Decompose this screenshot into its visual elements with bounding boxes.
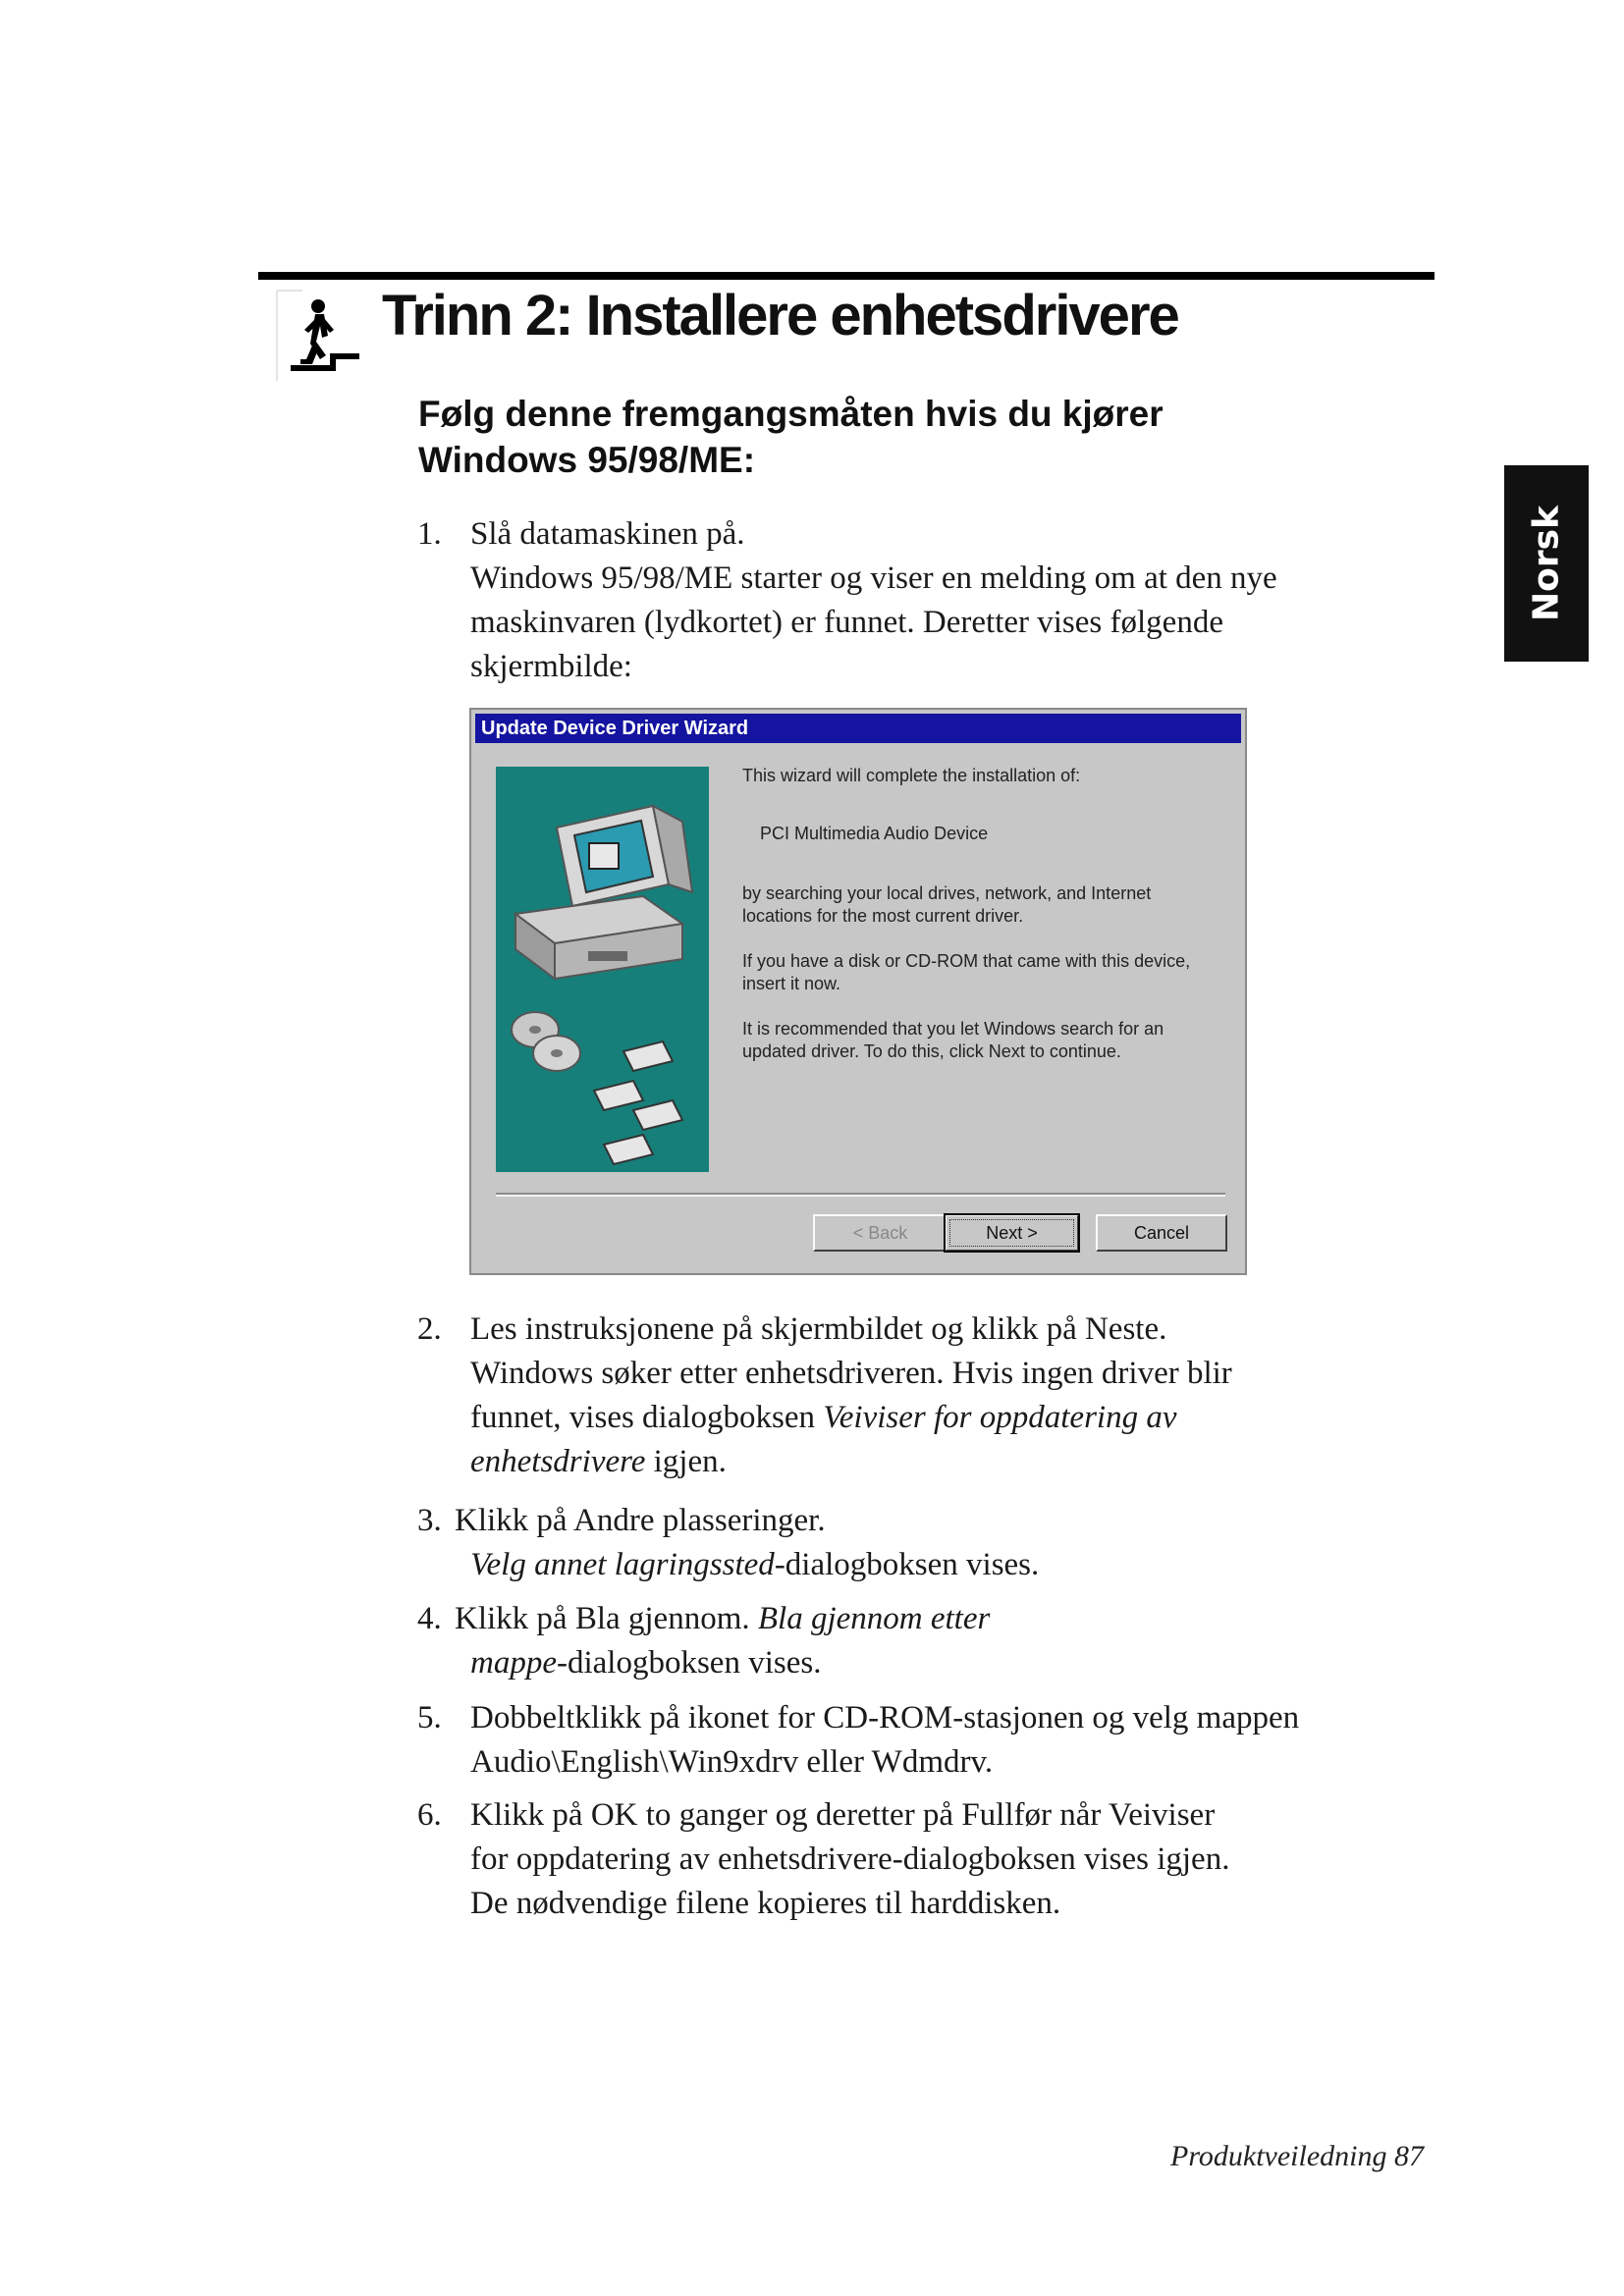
dialog-text: It is recommended that you let Windows search for an updated driver. To do this, click Next to continue. (742, 1019, 1164, 1061)
step-number: 2. (417, 1311, 442, 1347)
step-text: Les instruksjonene på skjermbildet og klikk på Neste. (470, 1311, 1167, 1347)
step-number: 6. (417, 1797, 442, 1833)
step-number: 1. (417, 516, 442, 552)
cancel-button[interactable]: Cancel (1096, 1214, 1227, 1252)
section-subtitle (418, 391, 1302, 483)
step-text-italic: Veiviser for oppdatering av (823, 1400, 1177, 1435)
page-title: Trinn 2: Installere enhetsdrivere (382, 284, 1178, 347)
step-text-italic: Velg annet lagringssted (470, 1547, 775, 1582)
dialog-title: Update Device Driver Wizard (475, 714, 1241, 743)
step-text: Windows søker etter enhetsdriveren. Hvis ingen driver blir (470, 1356, 1232, 1391)
header-rule (258, 272, 1435, 280)
step-text-line (470, 1440, 1232, 1484)
back-button[interactable]: < Back (813, 1214, 947, 1252)
step-text: igjen. (645, 1444, 727, 1479)
step-text: -dialogboksen vises. (774, 1547, 1040, 1582)
dialog-body (742, 765, 1223, 1063)
subtitle-line: Følg denne fremgangsmåten hvis du kjører (418, 394, 1164, 434)
step-number: 4. (417, 1601, 442, 1636)
step-text-line (470, 1641, 821, 1685)
step-text: Klikk på OK to ganger og deretter på Fullfør når Veiviser (470, 1797, 1216, 1833)
step-text-line (470, 1396, 1232, 1440)
computer-cd-floppy-icon (496, 767, 709, 1172)
step-text: -dialogboksen vises. (556, 1645, 822, 1681)
language-side-tab (1504, 465, 1589, 662)
step-text: for oppdatering av enhetsdrivere-dialogboksen vises igjen. (470, 1842, 1230, 1877)
step-text-line (470, 1543, 1039, 1587)
step-text-italic: mappe (470, 1645, 557, 1681)
device-name: PCI Multimedia Audio Device (760, 824, 989, 843)
dialog-text: This wizard will complete the installation of: (742, 766, 1081, 785)
step-text: skjermbilde: (470, 649, 632, 684)
step-text: maskinvaren (lydkortet) er funnet. Deretter vises følgende (470, 605, 1223, 640)
dialog-text: by searching your local drives, network, and Internet locations for the most current driver. (742, 883, 1152, 926)
dialog-text: If you have a disk or CD-ROM that came with this device, insert it now. (742, 951, 1191, 993)
subtitle-line: Windows 95/98/ME: (418, 440, 756, 480)
step-text: Windows 95/98/ME starter og viser en melding om at den nye (470, 561, 1277, 596)
step-text: Dobbeltklikk på ikonet for CD-ROM-stasjonen og velg mappen (470, 1700, 1300, 1735)
next-button-label: Next > (949, 1219, 1074, 1247)
step-text: Slå datamaskinen på. (470, 516, 745, 552)
step-number: 3. (417, 1503, 442, 1538)
step-text-italic: Bla gjennom etter (757, 1601, 991, 1636)
step-number: 5. (417, 1700, 442, 1735)
next-button[interactable] (945, 1214, 1079, 1252)
step-text: funnet, vises dialogboksen (470, 1400, 824, 1435)
step-text: Klikk på Andre plasseringer. (455, 1503, 826, 1538)
dialog-separator (496, 1193, 1225, 1197)
wizard-illustration (496, 767, 709, 1172)
page-footer: Produktveiledning 87 (1170, 2140, 1424, 2172)
walking-person-stairs-icon (273, 287, 365, 385)
step-text: De nødvendige filene kopieres til harddisken. (470, 1886, 1061, 1921)
language-tab-label: Norsk (1526, 506, 1567, 621)
step-text: Klikk på Bla gjennom. (455, 1601, 758, 1636)
step-text-line (455, 1597, 990, 1641)
step-text: Audio\English\Win9xdrv eller Wdmdrv. (470, 1744, 994, 1780)
step-text-italic: enhetsdrivere (470, 1444, 646, 1479)
wizard-dialog-screenshot (469, 708, 1247, 1275)
